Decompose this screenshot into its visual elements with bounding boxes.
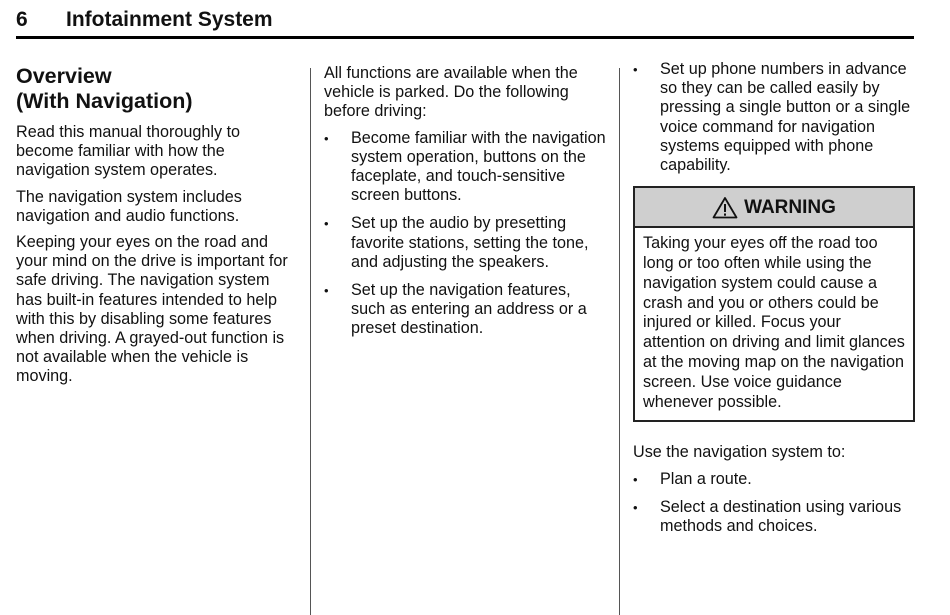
heading-line: Overview: [16, 64, 112, 88]
list-item: • Set up the audio by presetting favorite stations, setting the tone, and adjusting the speakers.: [324, 214, 609, 272]
section-title: Infotainment System: [66, 8, 273, 31]
list-item: • Become familiar with the navigation system operation, buttons on the faceplate, and touch-sensitive screen buttons.: [324, 129, 609, 206]
warning-triangle-icon: [712, 196, 738, 219]
warning-title: WARNING: [744, 196, 836, 218]
list-item: • Select a destination using various methods and choices.: [633, 498, 915, 536]
page-header: [16, 8, 914, 39]
overview-heading: [16, 64, 296, 114]
paragraph: All functions are available when the vehicle is parked. Do the following before driving:: [324, 64, 578, 121]
warning-text: Taking your eyes off the road too long or too often while using the navigation system could cause a crash and you or others could be injured or killed. Focus your attention on driving and limit glances at the moving map on the navigation screen. Use voice guidance whenever possible.: [643, 234, 905, 411]
list-item: • Plan a route.: [633, 470, 915, 489]
column-2: [324, 64, 609, 348]
page-number: 6: [16, 8, 28, 31]
paragraph: The navigation system includes navigation and audio functions.: [16, 187, 242, 225]
column-3: [633, 60, 915, 545]
paragraph: Read this manual thoroughly to become familiar with how the navigation system operates.: [16, 123, 241, 180]
column-divider: [619, 68, 620, 615]
paragraph: Use the navigation system to:: [633, 443, 846, 462]
bullet-list: [633, 470, 915, 537]
column-1: [16, 64, 296, 394]
bullet-list: [633, 60, 915, 175]
warning-header: [635, 188, 913, 228]
heading-line: (With Navigation): [16, 89, 193, 113]
bullet-list: [324, 129, 609, 339]
paragraph: Keeping your eyes on the road and your mind on the drive is important for safe driving. The navigation system has built-in features intended to help with this by disabling some features when driving. A grayed-out function is not available when the vehicle is moving.: [16, 233, 288, 386]
list-item: • Set up phone numbers in advance so they can be called easily by pressing a single button or a single voice command for navigation systems equipped with phone capability.: [633, 60, 915, 175]
column-divider: [310, 68, 311, 615]
list-item: • Set up the navigation features, such as entering an address or a preset destination.: [324, 281, 609, 339]
warning-box: [633, 186, 915, 422]
